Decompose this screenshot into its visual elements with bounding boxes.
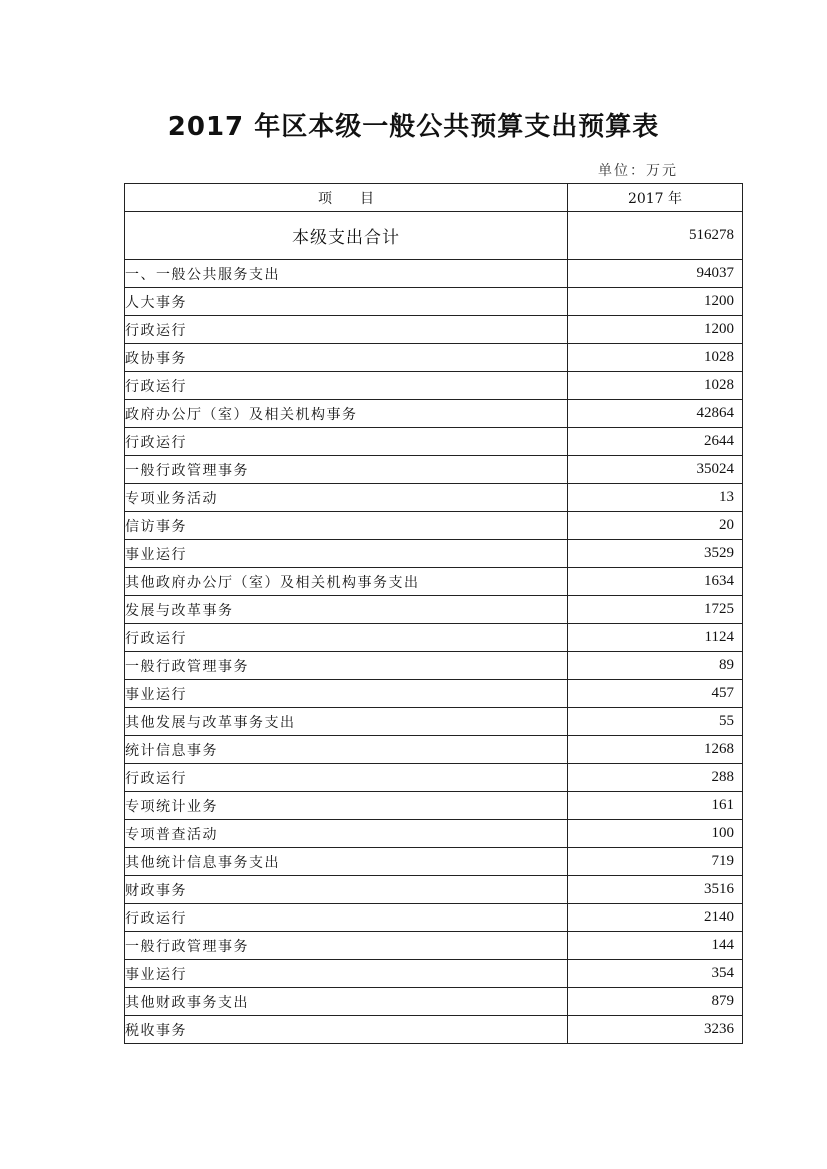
table-row xyxy=(125,344,743,372)
table-row xyxy=(125,456,743,484)
table-row xyxy=(125,316,743,344)
row-value: 94037 xyxy=(568,260,743,288)
table-row xyxy=(125,904,743,932)
row-label: 政协事务 xyxy=(125,344,568,372)
row-label: 行政运行 xyxy=(125,372,568,400)
table-row xyxy=(125,652,743,680)
total-label: 本级支出合计 xyxy=(125,212,568,260)
row-label: 统计信息事务 xyxy=(125,736,568,764)
row-label: 行政运行 xyxy=(125,428,568,456)
table-row xyxy=(125,820,743,848)
table-row xyxy=(125,596,743,624)
table-row xyxy=(125,736,743,764)
table-row xyxy=(125,876,743,904)
row-value: 20 xyxy=(568,512,743,540)
row-value: 1268 xyxy=(568,736,743,764)
row-value: 719 xyxy=(568,848,743,876)
row-value: 1200 xyxy=(568,316,743,344)
header-year: 2017 年 xyxy=(568,184,743,212)
row-label: 一般行政管理事务 xyxy=(125,652,568,680)
row-label: 人大事务 xyxy=(125,288,568,316)
table-row xyxy=(125,568,743,596)
row-value: 1124 xyxy=(568,624,743,652)
table-row xyxy=(125,848,743,876)
row-label: 政府办公厅（室）及相关机构事务 xyxy=(125,400,568,428)
row-value: 161 xyxy=(568,792,743,820)
row-value: 1200 xyxy=(568,288,743,316)
row-label: 一般行政管理事务 xyxy=(125,932,568,960)
header-item: 项 目 xyxy=(125,184,568,212)
row-label: 其他政府办公厅（室）及相关机构事务支出 xyxy=(125,568,568,596)
row-value: 89 xyxy=(568,652,743,680)
row-label: 其他统计信息事务支出 xyxy=(125,848,568,876)
table-row xyxy=(125,372,743,400)
table-row xyxy=(125,960,743,988)
table-row xyxy=(125,540,743,568)
row-value: 2644 xyxy=(568,428,743,456)
row-label: 一、一般公共服务支出 xyxy=(125,260,568,288)
table-row xyxy=(125,400,743,428)
table-row xyxy=(125,288,743,316)
row-label: 事业运行 xyxy=(125,960,568,988)
row-label: 专项业务活动 xyxy=(125,484,568,512)
row-label: 行政运行 xyxy=(125,624,568,652)
row-label: 其他发展与改革事务支出 xyxy=(125,708,568,736)
table-row xyxy=(125,1016,743,1044)
budget-table xyxy=(124,183,743,1044)
row-label: 事业运行 xyxy=(125,540,568,568)
table-row xyxy=(125,428,743,456)
row-value: 1725 xyxy=(568,596,743,624)
row-value: 42864 xyxy=(568,400,743,428)
row-value: 55 xyxy=(568,708,743,736)
row-label: 事业运行 xyxy=(125,680,568,708)
row-value: 288 xyxy=(568,764,743,792)
row-value: 144 xyxy=(568,932,743,960)
table-row xyxy=(125,988,743,1016)
row-label: 专项普查活动 xyxy=(125,820,568,848)
table-row xyxy=(125,764,743,792)
row-label: 专项统计业务 xyxy=(125,792,568,820)
row-value: 354 xyxy=(568,960,743,988)
row-value: 1634 xyxy=(568,568,743,596)
row-value: 3516 xyxy=(568,876,743,904)
table-row xyxy=(125,260,743,288)
total-value: 516278 xyxy=(568,212,743,260)
row-value: 3529 xyxy=(568,540,743,568)
row-label: 信访事务 xyxy=(125,512,568,540)
row-value: 2140 xyxy=(568,904,743,932)
row-label: 行政运行 xyxy=(125,316,568,344)
row-value: 100 xyxy=(568,820,743,848)
unit-label: 单位：万元 xyxy=(598,163,678,179)
row-label: 行政运行 xyxy=(125,764,568,792)
row-label: 行政运行 xyxy=(125,904,568,932)
row-value: 1028 xyxy=(568,344,743,372)
table-row xyxy=(125,512,743,540)
table-row xyxy=(125,792,743,820)
page-title: 2017 年区本级一般公共预算支出预算表 xyxy=(167,112,660,142)
table-row xyxy=(125,484,743,512)
table-row xyxy=(125,624,743,652)
row-label: 一般行政管理事务 xyxy=(125,456,568,484)
row-value: 1028 xyxy=(568,372,743,400)
table-header-row xyxy=(125,184,743,212)
row-label: 其他财政事务支出 xyxy=(125,988,568,1016)
row-value: 3236 xyxy=(568,1016,743,1044)
table-row xyxy=(125,680,743,708)
row-label: 财政事务 xyxy=(125,876,568,904)
table-row xyxy=(125,708,743,736)
table-row xyxy=(125,932,743,960)
row-value: 35024 xyxy=(568,456,743,484)
total-row xyxy=(125,212,743,260)
row-value: 457 xyxy=(568,680,743,708)
row-value: 13 xyxy=(568,484,743,512)
row-value: 879 xyxy=(568,988,743,1016)
row-label: 发展与改革事务 xyxy=(125,596,568,624)
row-label: 税收事务 xyxy=(125,1016,568,1044)
